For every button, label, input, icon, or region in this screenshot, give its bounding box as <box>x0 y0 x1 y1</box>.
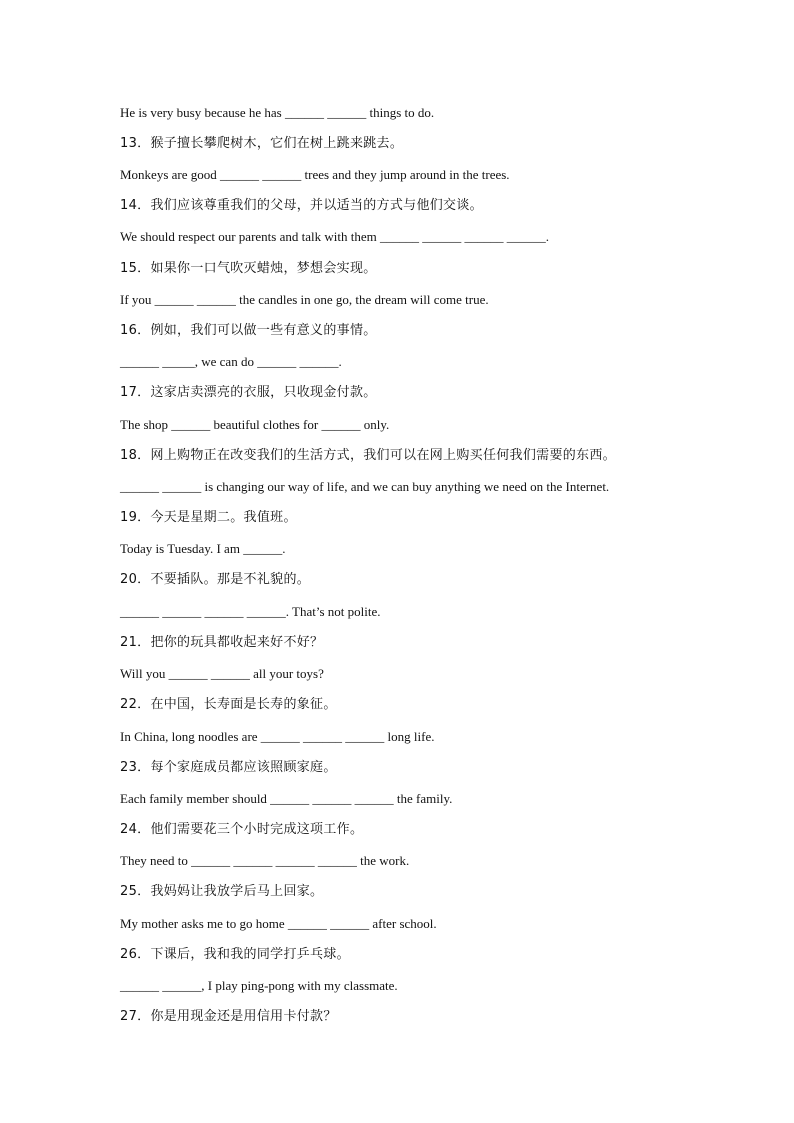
english-line: ______ ______, I play ping-pong with my classmate. <box>120 978 398 993</box>
english-line: We should respect our parents and talk with them ______ ______ ______ ______. <box>120 229 549 244</box>
english-line: ______ _____, we can do ______ ______. <box>120 354 342 369</box>
english-line: He is very busy because he has ______ ______ things to do. <box>120 105 435 120</box>
english-line: The shop ______ beautiful clothes for ______ only. <box>120 417 390 432</box>
english-line: Each family member should ______ ______ ______ the family. <box>120 791 453 806</box>
chinese-line: 20．不要插队。那是不礼貌的。 <box>120 572 311 587</box>
chinese-line: 27．你是用现金还是用信用卡付款？ <box>120 1009 337 1024</box>
chinese-line: 21．把你的玩具都收起来好不好？ <box>120 635 324 650</box>
english-line: ______ ______ is changing our way of life, and we can buy anything we need on the Internet. <box>120 479 610 494</box>
english-line: My mother asks me to go home ______ ______ after school. <box>120 916 437 931</box>
english-line: Today is Tuesday. I am ______. <box>120 541 286 556</box>
chinese-line: 14．我们应该尊重我们的父母，并以适当的方式与他们交谈。 <box>120 198 483 213</box>
chinese-line: 19．今天是星期二。我值班。 <box>120 510 297 525</box>
chinese-line: 23．每个家庭成员都应该照顾家庭。 <box>120 760 337 775</box>
chinese-line: 25．我妈妈让我放学后马上回家。 <box>120 884 324 899</box>
chinese-line: 24．他们需要花三个小时完成这项工作。 <box>120 822 364 837</box>
chinese-line: 22．在中国，长寿面是长寿的象征。 <box>120 697 337 712</box>
english-line: Will you ______ ______ all your toys? <box>120 666 324 681</box>
english-line: They need to ______ ______ ______ ______ the work. <box>120 853 410 868</box>
chinese-line: 16．例如，我们可以做一些有意义的事情。 <box>120 323 377 338</box>
chinese-line: 17．这家店卖漂亮的衣服，只收现金付款。 <box>120 385 377 400</box>
english-line: If you ______ ______ the candles in one go, the dream will come true. <box>120 292 489 307</box>
english-line: In China, long noodles are ______ ______ ______ long life. <box>120 729 435 744</box>
chinese-line: 18．网上购物正在改变我们的生活方式，我们可以在网上购买任何我们需要的东西。 <box>120 448 616 463</box>
english-line: Monkeys are good ______ ______ trees and they jump around in the trees. <box>120 167 510 182</box>
chinese-line: 26．下课后，我和我的同学打乒乓球。 <box>120 947 350 962</box>
english-line: ______ ______ ______ ______. That’s not polite. <box>120 604 381 619</box>
chinese-line: 15．如果你一口气吹灭蜡烛，梦想会实现。 <box>120 261 377 276</box>
chinese-line: 13．猴子擅长攀爬树木，它们在树上跳来跳去。 <box>120 136 404 151</box>
